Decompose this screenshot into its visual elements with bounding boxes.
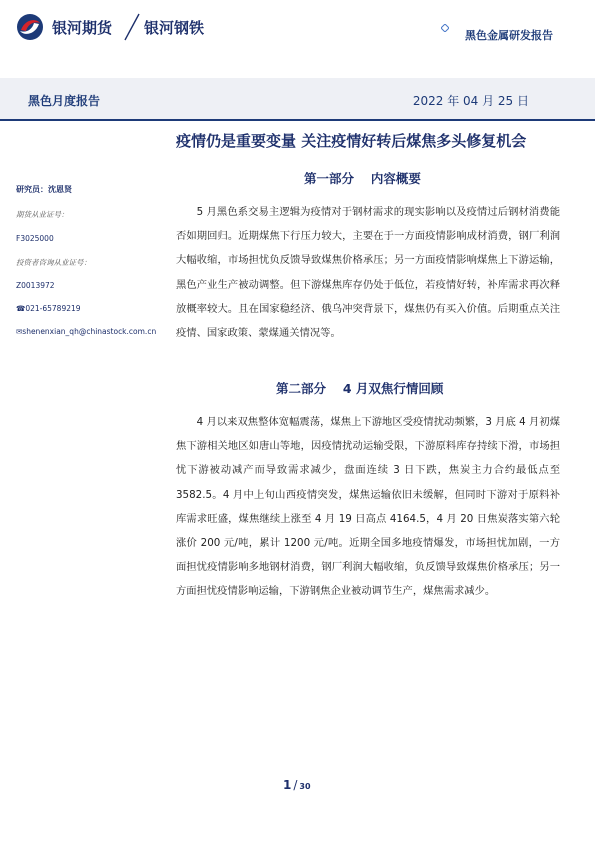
page-current: 1 (283, 778, 292, 792)
report-date: 2022 年 04 月 25 日 (412, 94, 529, 108)
page-title: 疫情仍是重要变量 关注疫情好转后煤焦多头修复机会 (176, 132, 527, 150)
company-name: 银河期货 (52, 19, 113, 37)
report-name: 黑色月度报告 (28, 94, 101, 108)
report-band (0, 78, 595, 120)
advisor-number: Z0013972 (16, 281, 55, 290)
qualification-number: F3025000 (16, 234, 54, 243)
phone-number: ☎021-65789219 (16, 304, 81, 313)
report-category: 黑色金属研发报告 (465, 29, 553, 42)
page-total: 30 (299, 782, 311, 791)
qualification-label: 期货从业证号： (16, 210, 69, 219)
logo-divider (122, 12, 142, 42)
page-number (283, 774, 311, 793)
advisor-label: 投资者咨询从业证号： (16, 258, 91, 267)
section-body-review: 4 月以来双焦整体宽幅震荡，煤焦上下游地区受疫情扰动频繁，3 月底 4 月初煤焦下游相关地区如唐山等地，因疫情扰动运输受限，下游原料库存持续下滑，市场担忧下游被动减产而导致需求减少，盘面连续 3 日下跌，焦炭主力合约最低点至 3582.5。4 月中上旬山西疫情突发，煤焦运输依旧未缓解，但同时下游对于原料补库需求旺盛，煤焦继续上涨至 4 月 19 日高点 4164.5，4 月 20 日焦炭落实第六轮涨价 200 元/吨，累计 1200 元/吨。近期全国多地疫情爆发，市场担忧加剧，一方面担忧疫情影响多地钢材消费，钢厂利润大幅收缩，负反馈导致煤焦价格承压；另一方面担忧疫情影响运输，下游钢焦企业被动调节生产，煤焦需求减少。 (176, 416, 560, 598)
subsidiary-name: 银河钢铁 (144, 19, 205, 37)
band-divider (0, 119, 595, 121)
diamond-icon (441, 24, 449, 32)
galaxy-logo-icon (16, 13, 44, 41)
page-separator: / (293, 778, 298, 792)
email-address: ✉shenenxian_qh@chinastock.com.cn (16, 327, 157, 336)
section-heading-summary: 第一部分 内容概要 (304, 171, 421, 186)
section-heading-review: 第二部分 4 月双焦行情回顾 (276, 381, 444, 396)
analyst-name: 研究员：沈恩贤 (16, 185, 72, 194)
section-body-summary: 5 月黑色系交易主逻辑为疫情对于钢材需求的现实影响以及疫情过后钢材消费能否如期回归。近期煤焦下行压力较大，主要在于一方面疫情影响成材消费，钢厂利润大幅收缩，市场担忧负反馈导致煤焦价格承压；另一方面疫情影响煤焦上下游运输，黑色产业生产被动调整。但下游煤焦库存仍处于低位，若疫情好转，补库需求再次释放概率较大。且在国家稳经济、俄乌冲突背景下，煤焦仍有买入价值。后期重点关注疫情、国家政策、蒙煤通关情况等。 (176, 206, 560, 340)
